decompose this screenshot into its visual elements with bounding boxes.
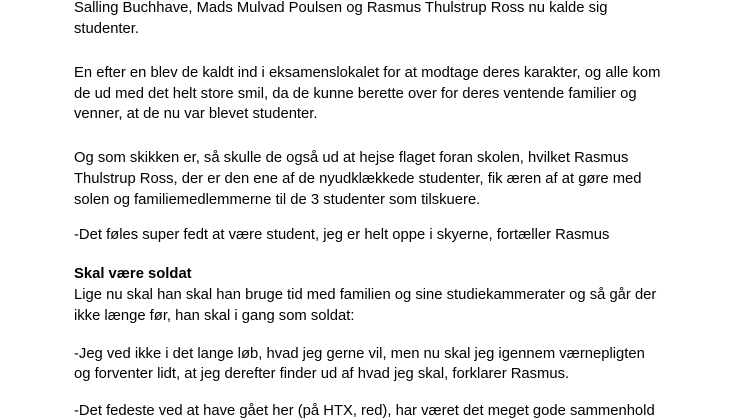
quote-line: -Det fedeste ved at have gået her (på HTX, red), har været det meget gode sammenhold [74,403,655,419]
quote-line: -Jeg ved ikke i det lange løb, hvad jeg gerne vil, men nu skal jeg igennem værnepligten [74,346,645,362]
paragraph-line: solen og familiemedlemmerne til de 3 studenter som tilskuere. [74,192,481,208]
paragraph-line: studenter. [74,21,139,37]
paragraph-line: ikke længe før, han skal i gang som soldat: [74,308,355,324]
paragraph-line: Thulstrup Ross, der er den ene af de nyudklækkede studenter, fik æren af at gøre med [74,171,642,187]
paragraph-line: Og som skikken er, så skulle de også ud at hejse flaget foran skolen, hvilket Rasmus [74,150,629,166]
section-heading: Skal være soldat [74,266,192,282]
paragraph-line: Salling Buchhave, Mads Mulvad Poulsen og Rasmus Thulstrup Ross nu kalde sig [74,0,608,16]
paragraph-line: venner, at de nu var blevet studenter. [74,106,318,122]
quote-line: -Det føles super fedt at være student, jeg er helt oppe i skyerne, fortæller Rasmus [74,227,610,243]
paragraph-line: En efter en blev de kaldt ind i eksamenslokalet for at modtage deres karakter, og alle kom [74,65,661,81]
paragraph-line: Lige nu skal han skal han bruge tid med familien og sine studiekammerater og så går der [74,287,657,303]
paragraph-line: de ud med det helt store smil, da de kunne berette over for deres ventende familier og [74,86,637,102]
quote-line: og forventer lidt, at jeg derefter finder ud af hvad jeg skal, forklarer Rasmus. [74,366,570,382]
